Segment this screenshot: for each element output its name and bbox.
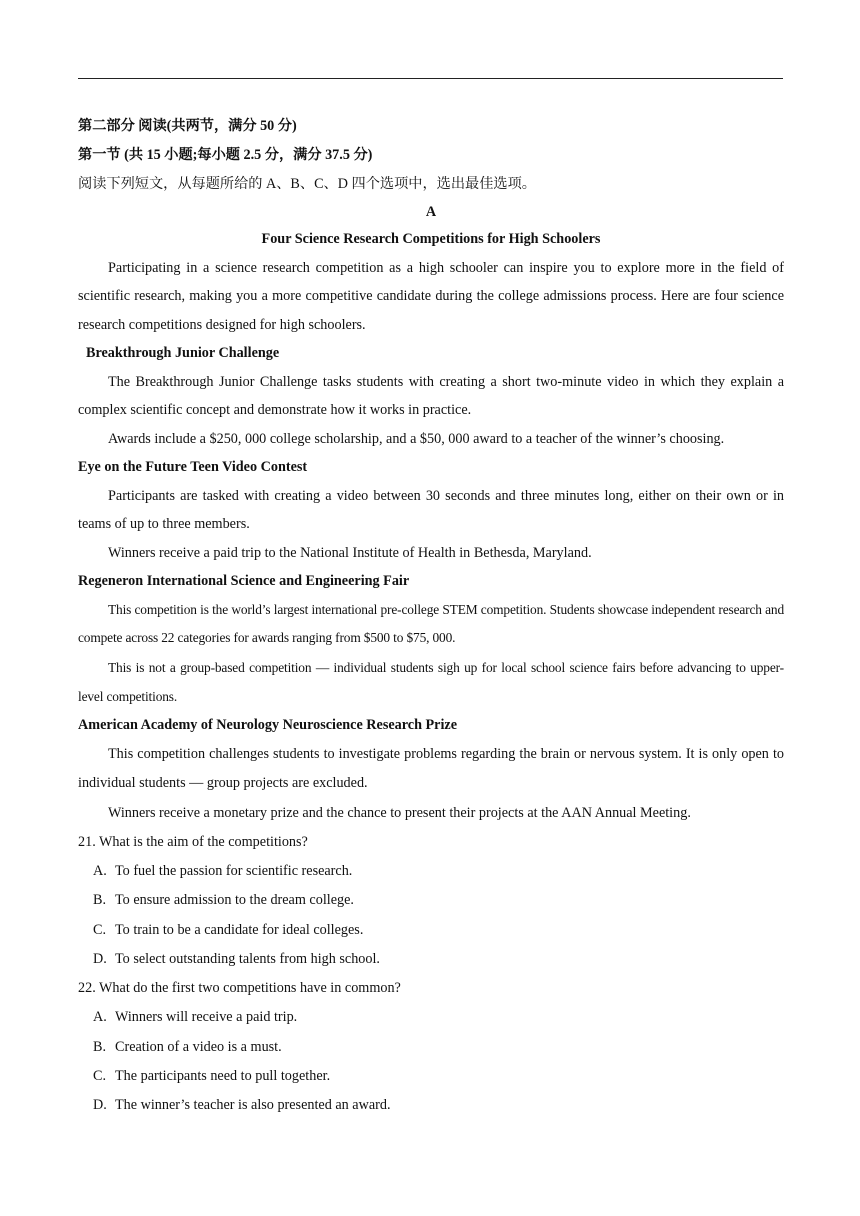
question-number: 22. (78, 980, 96, 997)
option-21-c[interactable]: C. To train to be a candidate for ideal colleges. (93, 921, 364, 938)
section-title: 第一节 (共 15 小题;每小题 2.5 分，满分 37.5 分) (78, 147, 373, 163)
section-paragraph: Winners receive a paid trip to the National Institute of Health in Bethesda, Maryland. (108, 544, 592, 561)
header-rule (78, 78, 783, 79)
part-title: 第二部分 阅读(共两节，满分 50 分) (78, 118, 297, 134)
option-21-a[interactable]: A. To fuel the passion for scientific research. (93, 863, 353, 879)
section-paragraph: This is not a group-based competition — individual students sigh up for local school science fairs before advancing to upper-level competitions. (78, 659, 784, 704)
section-paragraph: Winners receive a monetary prize and the chance to present their projects at the AAN Annual Meeting. (108, 804, 691, 821)
section-heading-regeneron: Regeneron International Science and Engineering Fair (78, 573, 410, 590)
exam-page (78, 112, 784, 1121)
section-heading-aan: American Academy of Neurology Neuroscience Research Prize (78, 716, 458, 733)
question-number: 21. (78, 833, 96, 850)
option-21-b[interactable]: B. To ensure admission to the dream college. (93, 892, 354, 909)
section-paragraph: This competition challenges students to investigate problems regarding the brain or nervous system. It is only open to individual students — group projects are excluded. (78, 746, 784, 792)
option-22-a[interactable]: A. Winners will receive a paid trip. (93, 1009, 298, 1026)
section-paragraph: The Breakthrough Junior Challenge tasks students with creating a short two-minute video in which they explain a complex scientific concept and demonstrate how it works in practice. (78, 373, 784, 419)
section-paragraph: This competition is the world’s largest international pre-college STEM competition. Students showcase independent research and compete across 22 categories for awards ranging from $500 to $75, 000. (78, 601, 784, 646)
option-22-b[interactable]: B. Creation of a video is a must. (93, 1038, 282, 1055)
option-22-c[interactable]: C. The participants need to pull together. (93, 1068, 331, 1085)
question-21 (78, 828, 784, 857)
question-stem: What is the aim of the competitions? (99, 833, 308, 850)
section-paragraph: Awards include a $250, 000 college scholarship, and a $50, 000 award to a teacher of the winner’s choosing. (108, 430, 725, 447)
section-heading-breakthrough: Breakthrough Junior Challenge (86, 345, 280, 362)
section-heading-eye-on-the-future: Eye on the Future Teen Video Contest (78, 459, 308, 476)
question-stem: What do the first two competitions have in common? (99, 980, 401, 997)
passage-intro: Participating in a science research competition as a high schooler can inspire you to explore more in the field of scientific research, making you a more competitive candidate during the college admissions process. Here are four science research competitions designed for high schoolers. (78, 259, 784, 333)
passage-label: A (425, 204, 437, 220)
option-21-d[interactable]: D. To select outstanding talents from high school. (93, 950, 380, 967)
question-22 (78, 974, 784, 1003)
passage-title: Four Science Research Competitions for High Schoolers (261, 231, 601, 247)
section-paragraph: Participants are tasked with creating a video between 30 seconds and three minutes long, either on their own or in teams of up to three members. (78, 487, 784, 533)
instructions: 阅读下列短文，从每题所给的 A、B、C、D 四个选项中，选出最佳选项。 (78, 176, 536, 192)
option-22-d[interactable]: D. The winner’s teacher is also presented an award. (93, 1097, 391, 1114)
